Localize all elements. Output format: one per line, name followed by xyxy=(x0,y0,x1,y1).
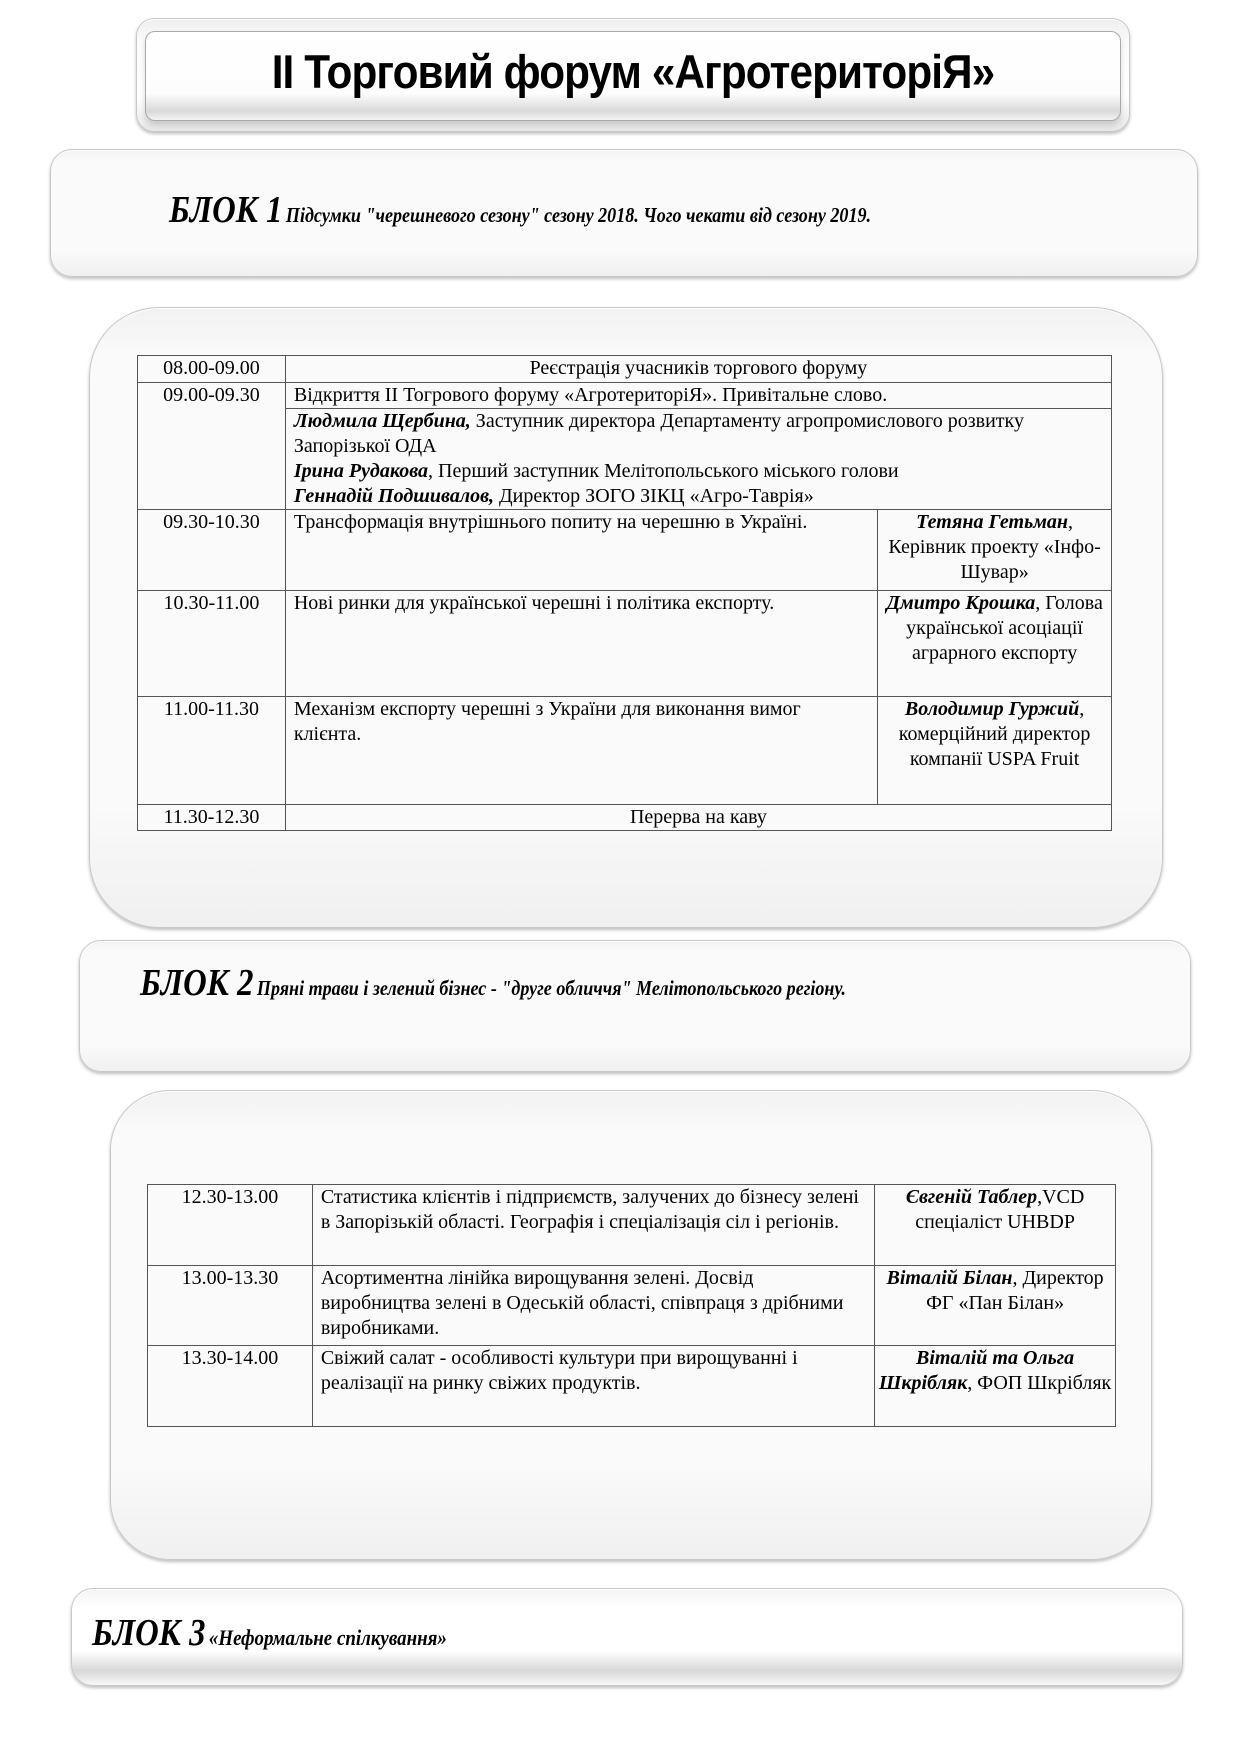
speaker-name: Ірина Рудакова xyxy=(293,460,428,482)
block2-header xyxy=(79,940,1191,1072)
speaker-name: Дмитро Крошка xyxy=(886,592,1036,614)
speakers-cell xyxy=(285,409,1111,510)
speaker-entry xyxy=(294,484,1103,509)
speaker-name: Віталій та Ольга Шкрібляк xyxy=(878,1347,1075,1394)
speaker-role: Заступник директора Департаменту агропромислового розвитку Запорізької ОДА xyxy=(293,410,1024,457)
speaker-name: Євгеній Таблер xyxy=(905,1186,1038,1208)
block1-subtitle: Підсумки "черешневого сезону" сезону 2018. Чого чекати від сезону 2019. xyxy=(285,203,872,227)
speaker-cell xyxy=(878,591,1112,697)
block3-label: БЛОК 3 xyxy=(92,1612,206,1654)
speaker-role: , Директор ФГ «Пан Білан» xyxy=(926,1267,1104,1314)
block1-label: БЛОК 1 xyxy=(169,189,283,231)
speaker-name: Віталій Білан xyxy=(886,1267,1013,1289)
page-title: ІІ Торговий форум «АгротериторіЯ» xyxy=(271,45,995,98)
speaker-role: , комерційний директор компанії USPA Fruit xyxy=(898,698,1091,770)
table-row xyxy=(138,356,1112,383)
speaker-entry xyxy=(294,459,1103,484)
table-row xyxy=(138,383,1112,409)
speaker-name: Геннадій Подшивалов, xyxy=(293,485,495,507)
speaker-role: ,VCD спеціаліст UHBDP xyxy=(915,1186,1085,1233)
block1-schedule-table xyxy=(137,355,1112,831)
topic-cell: Перерва на каву xyxy=(285,805,1111,831)
topic-cell: Нові ринки для української черешні і політика експорту. xyxy=(285,591,877,697)
time-cell: 11.30-12.30 xyxy=(138,805,286,831)
block1-heading xyxy=(169,188,871,232)
block2-label: БЛОК 2 xyxy=(140,962,254,1004)
title-banner-inner xyxy=(145,31,1121,121)
topic-cell: Механізм експорту черешні з України для виконання вимог клієнта. xyxy=(285,697,877,805)
topic-cell: Реєстрація учасників торгового форуму xyxy=(285,356,1111,383)
table-row xyxy=(138,510,1112,591)
time-cell: 13.00-13.30 xyxy=(148,1266,313,1346)
speaker-name: Володимир Гуржий xyxy=(904,698,1080,720)
time-cell: 08.00-09.00 xyxy=(138,356,286,383)
topic-cell: Трансформація внутрішнього попиту на черешню в Україні. xyxy=(285,510,877,591)
speaker-entry xyxy=(294,409,1103,459)
table-row xyxy=(138,805,1112,831)
block2-schedule-table xyxy=(147,1184,1116,1427)
time-cell: 09.30-10.30 xyxy=(138,510,286,591)
time-cell: 13.30-14.00 xyxy=(148,1346,313,1427)
speaker-name: Тетяна Гетьман xyxy=(916,511,1069,533)
time-cell: 12.30-13.00 xyxy=(148,1185,313,1266)
block3-heading xyxy=(92,1611,447,1655)
speaker-cell xyxy=(878,510,1112,591)
time-cell: 09.00-09.30 xyxy=(138,383,286,510)
block3-subtitle: «Неформальне спілкування» xyxy=(208,1625,447,1650)
topic-cell: Асортиментна лінійка вирощування зелені. Досвід виробництва зелені в Одеській області, співпраця з дрібними виробниками. xyxy=(312,1266,874,1346)
block2-subtitle: Пряні трави і зелений бізнес - "друге обличчя" Мелітопольського регіону. xyxy=(256,976,846,1000)
speaker-role: , Керівник проекту «Інфо-Шувар» xyxy=(888,511,1101,583)
table-row xyxy=(148,1266,1116,1346)
time-cell: 11.00-11.30 xyxy=(138,697,286,805)
speaker-cell xyxy=(875,1346,1116,1427)
table-row xyxy=(148,1185,1116,1266)
table-row xyxy=(148,1346,1116,1427)
speaker-cell xyxy=(875,1266,1116,1346)
topic-cell: Відкриття ІІ Тогрового форуму «АгротериторіЯ». Привітальне слово. xyxy=(285,383,1111,409)
speaker-role: Директор ЗОГО ЗІКЦ «Агро-Таврія» xyxy=(494,485,814,507)
topic-cell: Свіжий салат - особливості культури при вирощуванні і реалізації на ринку свіжих продуктів. xyxy=(312,1346,874,1427)
block2-heading xyxy=(140,961,846,1005)
time-cell: 10.30-11.00 xyxy=(138,591,286,697)
table-row xyxy=(138,591,1112,697)
title-banner xyxy=(136,18,1130,132)
speaker-role: , Голова української асоціації аграрного експорту xyxy=(906,592,1103,664)
speaker-name: Людмила Щербина, xyxy=(293,410,471,432)
speaker-role: , ФОП Шкрібляк xyxy=(967,1372,1112,1394)
block3-header xyxy=(71,1588,1183,1686)
block1-header xyxy=(50,149,1198,277)
speaker-cell xyxy=(878,697,1112,805)
speaker-role: , Перший заступник Мелітопольського міського голови xyxy=(428,460,899,482)
topic-cell: Статистика клієнтів і підприємств, залучених до бізнесу зелені в Запорізькій області. Географія і спеціалізація сіл і регіонів. xyxy=(312,1185,874,1266)
table-row xyxy=(138,697,1112,805)
speaker-cell xyxy=(875,1185,1116,1266)
